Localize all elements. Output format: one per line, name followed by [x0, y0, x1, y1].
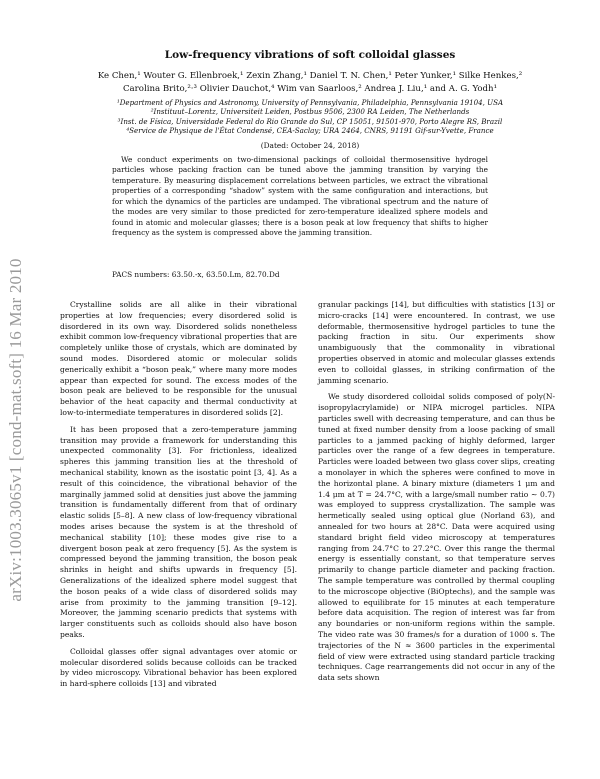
- affiliation: ⁴Service de Physique de l'État Condensé, CEA-Saclay; URA 2464, CNRS, 91191 Gif-sur-Yvette, France: [126, 125, 494, 135]
- authors-line: Carolina Brito,²·³ Olivier Dauchot,⁴ Wim van Saarloos,² Andrea J. Liu,¹ and A. G. Yodh¹: [122, 83, 498, 94]
- paragraph: granular packings [14], but difficulties with statistics [13] or micro-cracks [14] were encountered. In contrast, we use deformable, thermosensitive hydrogel particles to tune the packing fraction in situ. Our experiments show unambiguously that the commonality in vibrational properties observed in atomic and molecular glasses extends even to colloidal glasses, in striking confirmation of the jamming scenario.: [318, 300, 555, 385]
- pacs-numbers: PACS numbers: 63.50.-x, 63.50.Lm, 82.70.Dd: [112, 270, 280, 279]
- affiliation: ³Inst. de Física, Universidade Federal do Rio Grande do Sul, CP 15051, 91501-970, Porto Alegre RS, Brazil: [117, 116, 503, 126]
- authors-line: Ke Chen,¹ Wouter G. Ellenbroek,¹ Zexin Zhang,¹ Daniel T. N. Chen,¹ Peter Yunker,¹ Silke Henkes,²: [97, 71, 523, 81]
- left-column: [60, 300, 297, 696]
- paragraph: Colloidal glasses offer signal advantages over atomic or molecular disordered solids because colloids can be tracked by video microscopy. Vibrational behavior has been explored in hard-sphere colloids [13] and vibrated: [60, 646, 297, 689]
- arxiv-stamp: arXiv:1003.3065v1 [cond-mat.soft] 16 Mar 2010: [6, 258, 25, 602]
- paragraph: We study disordered colloidal solids composed of poly(N-isopropylacrylamide) or NIPA microgel particles. NIPA particles swell with decreasing temperature, and can thus be tuned at fixed number density from a loose packing of small particles to a jammed packing of highly deformed, larger particles over the range of a few degrees in temperature. Particles were loaded between two glass cover slips, creating a monolayer in which the spheres were confined to move in the horizontal plane. A binary mixture (diameters 1 μm and 1.4 μm at T = 24.7°C, with a large/small number ratio ∼ 0.7) was employed to suppress crystallization. The sample was hermetically sealed using optical glue (Norland 63), and annealed for two hours at 28°C. Data were acquired using standard bright field video microscopy at temperatures ranging from 24.7°C to 27.2°C. Over this range the thermal energy is essentially constant, so that temperature serves primarily to change particle diameter and packing fraction. The sample temperature was controlled by thermal coupling to the microscope objective (BiOptechs), and the sample was allowed to equilibrate for 15 minutes at each temperature before data acquisition. The region of interest was far from any boundaries or non-uniform regions within the sample. The video rate was 30 frames/s for a duration of 1000 s. The trajectories of the N ≈ 3600 particles in the experimental field of view were extracted using standard particle tracking techniques. Cage rearrangements did not occur in any of the data sets shown: [318, 392, 555, 683]
- affiliations: [60, 98, 560, 135]
- paragraph: It has been proposed that a zero-temperature jamming transition may provide a framework for understanding this unexpected commonality [3]. For frictionless, idealized spheres this jamming transition lies at the threshold of mechanical stability, known as the isostatic point [3, 4]. As a result of this coincidence, the vibrational behavior of the marginally jammed solid at densities just above the jamming transition is fundamentally different from that of ordinary elastic solids [5–8]. A new class of low-frequency vibrational modes arises because the system is at the threshold of mechanical stability [10]; these modes give rise to a divergent boson peak at zero frequency [5]. As the system is compressed beyond the jamming transition, the boson peak shrinks in height and shifts upwards in frequency [5]. Generalizations of the idealized sphere model suggest that the boson peaks of a wide class of disordered solids may arise from proximity to the jamming transition [9–12]. Moreover, the jamming scenario predicts that systems with larger constituents such as colloids should also have boson peaks.: [60, 424, 297, 639]
- paragraph: Crystalline solids are all alike in their vibrational properties at low frequencies; every disordered solid is disordered in its own way. Disordered solids nonetheless exhibit common low-frequency vibrational properties that are completely unlike those of crystals, which are dominated by sound modes. Disordered atomic or molecular solids generically exhibit a “boson peak,” where many more modes appear than expected for sound. The excess modes of the boson peak are believed to be responsible for the unusual behavior of the heat capacity and thermal conductivity at low-to-intermediate temperatures in disordered solids [2].: [60, 300, 297, 417]
- dated-line: (Dated: October 24, 2018): [260, 141, 360, 150]
- right-column: [318, 300, 555, 690]
- author-list: [60, 70, 560, 95]
- abstract: We conduct experiments on two-dimensional packings of colloidal thermosensitive hydrogel particles whose packing fraction can be tuned above the jamming transition by varying the temperature. By measuring displacement correlations between particles, we extract the vibrational properties of a corresponding “shadow” system with the same configuration and interactions, but for which the dynamics of the particles are undamped. The vibrational spectrum and the nature of the modes are very similar to those predicted for zero-temperature idealized sphere models and found in atomic and molecular glasses; there is a boson peak at low frequency that shifts to higher frequency as the system is compressed above the jamming transition.: [112, 155, 488, 238]
- paper-title: Low-frequency vibrations of soft colloidal glasses: [164, 49, 456, 61]
- affiliation: ²Instituut–Lorentz, Universiteit Leiden, Postbus 9506, 2300 RA Leiden, The Netherlands: [150, 107, 470, 117]
- affiliation: ¹Department of Physics and Astronomy, University of Pennsylvania, Philadelphia, Pennsylvania 19104, USA: [116, 98, 504, 107]
